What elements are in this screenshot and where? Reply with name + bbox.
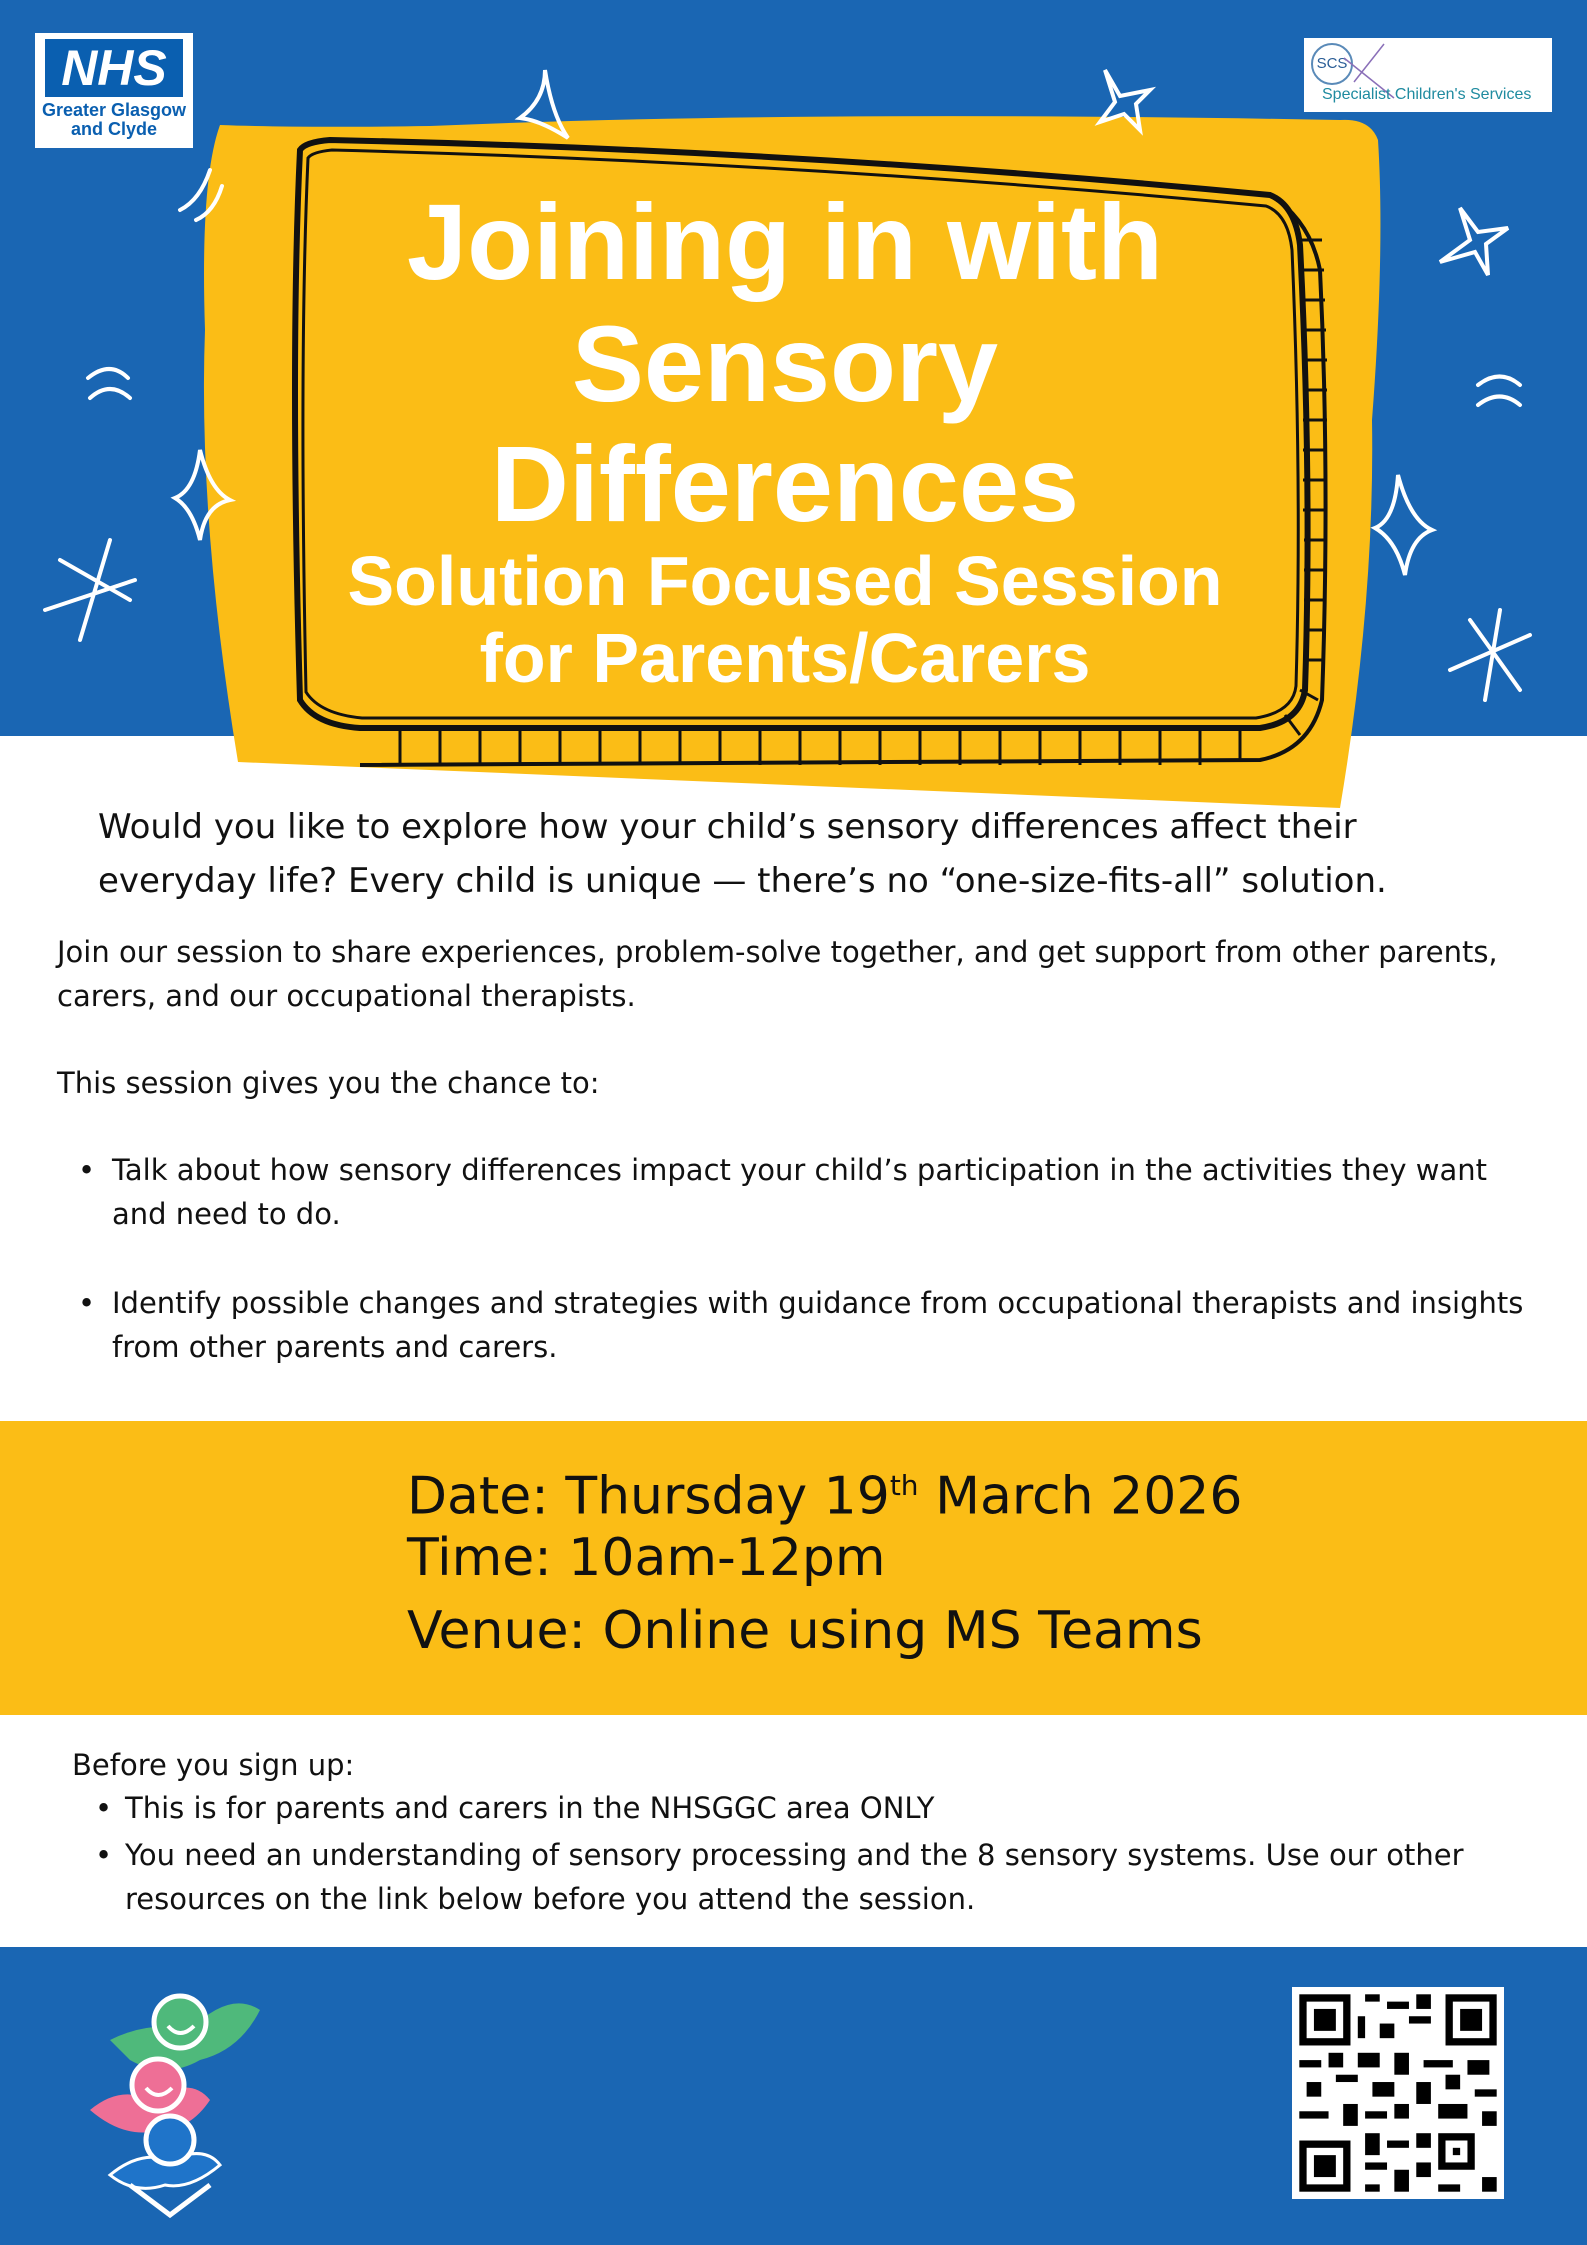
chance-heading: This session gives you the chance to: bbox=[57, 1066, 600, 1100]
event-date-ordinal: th bbox=[889, 1469, 919, 1502]
event-date-prefix: Date: Thursday 19 bbox=[407, 1466, 890, 1527]
title-line-1: Joining in with bbox=[407, 181, 1163, 302]
title-line-3: Differences bbox=[490, 423, 1080, 544]
nhs-logo bbox=[35, 33, 193, 148]
bullet-icon: • bbox=[95, 1791, 113, 1825]
qr-code-icon[interactable] bbox=[1292, 1987, 1504, 2199]
intro-text: Would you like to explore how your child’s sensory differences affect their everyday life? Every child is unique — there’s no “one-size-fits-all” solution. bbox=[98, 807, 1387, 901]
list-item-text: Identify possible changes and strategies with guidance from occupational therapists and insights from other parents and carers. bbox=[112, 1286, 1524, 1364]
list-item bbox=[78, 1148, 1532, 1236]
list-item-text: Talk about how sensory differences impact your child’s participation in the activities they want and need to do. bbox=[112, 1153, 1488, 1231]
event-time: Time: 10am-12pm bbox=[407, 1528, 886, 1588]
event-venue: Venue: Online using MS Teams bbox=[407, 1601, 1203, 1661]
event-date-suffix: March 2026 bbox=[918, 1466, 1243, 1527]
nhs-logo-mark: NHS bbox=[45, 39, 183, 97]
description-paragraph: Join our session to share experiences, problem-solve together, and get support from other parents, carers, and our occupational therapists. bbox=[57, 935, 1498, 1013]
signup-heading: Before you sign up: bbox=[72, 1748, 355, 1782]
qr-code-pattern bbox=[1292, 1987, 1504, 2199]
nhs-logo-line2: and Clyde bbox=[70, 119, 158, 139]
list-item bbox=[95, 1833, 1525, 1921]
nhs-logo-line1: Greater Glasgow bbox=[41, 100, 187, 120]
scs-logo-mark: SCS bbox=[1311, 43, 1353, 85]
list-item-text: You need an understanding of sensory processing and the 8 sensory systems. Use our other resources on the link below before you attend the session. bbox=[125, 1838, 1464, 1916]
title-line-2: Sensory bbox=[571, 303, 999, 424]
scs-logo bbox=[1304, 38, 1552, 112]
nhs-logo-subtitle bbox=[35, 101, 193, 139]
list-item bbox=[95, 1786, 1525, 1830]
bullet-icon: • bbox=[78, 1153, 96, 1187]
list-item bbox=[78, 1281, 1532, 1369]
bullet-icon: • bbox=[95, 1838, 113, 1872]
subtitle-line-2: for Parents/Carers bbox=[479, 619, 1091, 697]
subtitle-line-1: Solution Focused Session bbox=[347, 542, 1223, 620]
list-item-text: This is for parents and carers in the NHSGGC area ONLY bbox=[125, 1791, 935, 1825]
bullet-icon: • bbox=[78, 1286, 96, 1320]
children-logo-icon bbox=[70, 1980, 270, 2220]
event-date bbox=[407, 1451, 1242, 1531]
scs-logo-name: Specialist Children's Services bbox=[1322, 86, 1532, 103]
